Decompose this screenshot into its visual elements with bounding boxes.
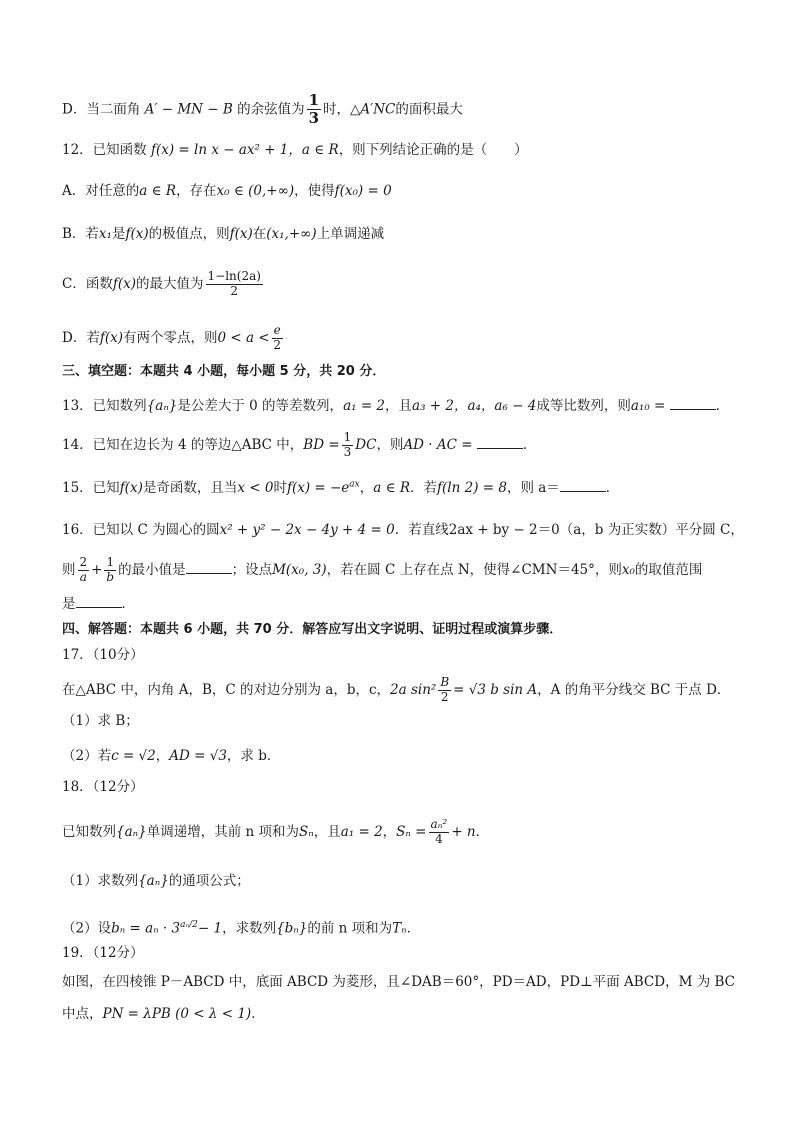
math: 2a sin² [390,681,437,698]
denominator: 2 [440,689,449,704]
text: （2）若 [62,748,112,764]
answer-blank[interactable] [670,397,716,410]
text: 的前 n 项和为 [307,920,393,937]
math: {bₙ} [276,920,308,937]
math: DC [355,436,377,453]
q12-option-a [62,183,392,199]
math: BD = [303,436,340,453]
denominator: 4 [435,831,443,846]
q11-option-d [62,92,463,128]
text: （2）设 [62,920,112,937]
q17-head: 17．（10分） [62,647,144,663]
text: 是 [62,596,76,612]
math: {aₙ} [116,823,147,840]
text: 对任意的 [85,183,140,199]
text: ，求数列 [222,920,277,937]
answer-blank[interactable] [477,436,523,449]
text: 中点， [62,1006,103,1022]
q18-stem [62,818,489,847]
text: 的最小值是 [118,561,186,578]
text: 当二面角 [86,101,141,118]
fraction [429,818,450,847]
text: 是奇函数，且当 [142,480,238,496]
math: (x₁,+∞) [266,226,317,242]
text: ，则下列结论正确的是（ ） [338,142,528,158]
text: 是 [111,226,126,242]
denominator: 3 [308,109,320,128]
math: f(x) [99,329,123,346]
option-label: A． [62,183,86,199]
numerator: 1 [343,430,352,444]
text: 的极值点，则 [148,226,230,242]
text: ，则 a＝ [506,480,560,496]
text: 12．已知函数 [62,142,147,158]
text: （a，b 为正实数）平分圆 C， [559,522,744,538]
text: 的余弦值为 [237,101,305,118]
text: 的通项公式； [168,873,250,889]
answer-blank[interactable] [186,561,232,574]
q17-part2 [62,748,280,764]
fraction [104,556,116,585]
fraction [438,676,451,705]
text: 时 [273,480,287,496]
math: a₁ = 2 [343,398,386,414]
operator: + [91,561,103,578]
math: Tₙ [392,920,407,937]
q18-part2 [62,920,420,937]
math: x < 0 [237,480,274,496]
numerator: e [273,323,281,337]
text: 是公差大于 0 的等差数列， [177,398,344,414]
text: ． [406,920,421,937]
numerator: 1−ln(2a) [207,269,261,283]
math: f(x) [229,226,253,242]
math: f(x) [112,275,136,292]
exponent: ax [349,479,360,490]
text: 有两个零点，则 [122,329,218,346]
q19-line1: 如图，在四棱锥 P－ABCD 中，底面 ABCD 为菱形，且∠DAB＝60°，PD＝AD，PD⊥平面 ABCD，M 为 BC [62,974,735,990]
option-label: B． [62,226,86,242]
text: ． [475,823,490,840]
denominator: a [79,569,87,584]
text: ． [522,436,537,453]
q12-option-d [62,324,285,353]
math: 2ax + by − 2＝0 [448,522,560,538]
text: ，A 的角平分线交 BC 于点 D． [537,681,731,698]
text: 15．已知 [62,480,120,496]
fraction [206,270,263,299]
math: AD · AC = [403,436,473,453]
q16-line1 [62,522,744,538]
text: 若 [86,329,100,346]
fraction [78,556,90,585]
text: 14．已知在边长为 4 的等边△ABC 中， [62,436,304,453]
text: ；设点 [231,561,273,578]
text: 成等比数列，则 [536,398,631,414]
numerator: B [440,675,450,689]
math: x₁ [98,226,112,242]
numerator: 1 [308,91,320,109]
math: bₙ = aₙ · 3 [111,920,181,937]
section-3-title: 三、填空题：本题共 4 小题，每小题 5 分，共 20 分． [62,364,386,379]
text: 单调递增，其前 n 项和为 [146,823,299,840]
text: ，且 [385,398,413,414]
exponent: aₙ/2 [180,920,198,930]
math: PN = λPB (0 < λ < 1) [102,1006,252,1022]
q17-part1: （1）求 B； [62,713,139,729]
q15 [62,479,619,496]
denominator: b [106,569,115,584]
math: f(x) [125,226,149,242]
text: 函数 [85,275,113,292]
math: AD = √3 [169,748,227,764]
text: （1）求数列 [62,873,139,889]
math: a₃ + 2，a₄，a₆ − 4 [412,398,537,414]
q16-line2 [62,556,702,585]
q12-option-c [62,270,265,299]
text: ． [121,596,135,612]
math: a ∈ R [139,183,177,199]
text: ， [155,748,170,764]
q18-part1 [62,873,250,889]
q13 [62,397,729,414]
numerator: aₙ² [430,817,448,831]
math: 0 < a < [217,329,270,346]
option-label: C． [62,275,86,292]
text: 若 [85,226,99,242]
q12-stem [62,142,528,158]
text: ，使得 [294,183,335,199]
text: 的取值范围 [634,561,703,578]
text: ．若 [410,480,438,496]
option-label: D． [62,329,87,346]
answer-blank[interactable] [76,595,122,608]
denominator: 3 [343,444,352,459]
text: ．若直线 [394,522,449,538]
math: {aₙ} [138,873,169,889]
q12-option-b [62,226,384,242]
q17-stem [62,676,730,705]
text: ，存在 [176,183,217,199]
math: f(x) = ln x − ax² + 1，a ∈ R [150,142,339,158]
math: x² + y² − 2x − 4y + 4 = 0 [219,522,395,538]
math: M(x₀, 3) [272,561,327,578]
numerator: 2 [79,555,88,569]
answer-blank[interactable] [560,479,606,492]
section-4-title: 四、解答题：本题共 6 小题，共 70 分．解答应写出文字说明、证明过程或演算步骤． [62,622,563,637]
math: Sₙ [298,823,314,840]
math: a₁ = 2 [340,823,383,840]
q16-line3 [62,595,135,612]
fraction [342,431,354,460]
text: ． [715,398,730,414]
text: 则 [62,561,76,578]
q14 [62,431,536,460]
math: f(x) [119,480,143,496]
text: 已知数列 [62,823,116,840]
text: ，且 [313,823,341,840]
text: 在△ABC 中，内角 A，B，C 的对边分别为 a，b，c， [62,681,391,698]
text: 的面积最大 [395,101,463,118]
math: a ∈ R [373,480,411,496]
q19-head: 19．（12分） [62,945,144,961]
text: 16．已知以 C 为圆心的圆 [62,522,220,538]
math: c = √2 [111,748,156,764]
text: 的最大值为 [136,275,204,292]
math: Sₙ = [396,823,427,840]
math: f(x₀) = 0 [334,183,392,199]
text: 时， [323,101,351,118]
q18-head: 18．（12分） [62,779,144,795]
text: ， [382,823,397,840]
option-label: D． [62,101,87,118]
math: + n [451,823,476,840]
fraction [272,324,283,353]
fraction [307,92,321,128]
math: x₀ [621,561,635,578]
denominator: 2 [273,337,281,352]
math: x₀ ∈ (0,+∞) [216,183,295,199]
math: {aₙ} [146,398,178,414]
text: ． [605,480,620,496]
math: △A′NC [350,101,396,118]
numerator: 1 [106,555,115,569]
q19-line2 [62,1006,265,1022]
math: f(ln 2) = 8 [437,480,507,496]
text: 在 [252,226,267,242]
text: ，则 [376,436,404,453]
text: ． [251,1006,265,1022]
math: = √3 b sin A [453,681,538,698]
math: − 1 [197,920,223,937]
denominator: 2 [230,283,239,298]
text: ， [359,480,374,496]
text: ，若在圆 C 上存在点 N，使得∠CMN＝45°，则 [326,561,622,578]
text: 上单调递减 [316,226,385,242]
math: A′ − MN − B [144,101,233,118]
text: ，求 b． [226,748,281,764]
text: 13．已知数列 [62,398,147,414]
math: f(x) = −e [286,480,350,496]
math: a₁₀ = [630,398,666,414]
